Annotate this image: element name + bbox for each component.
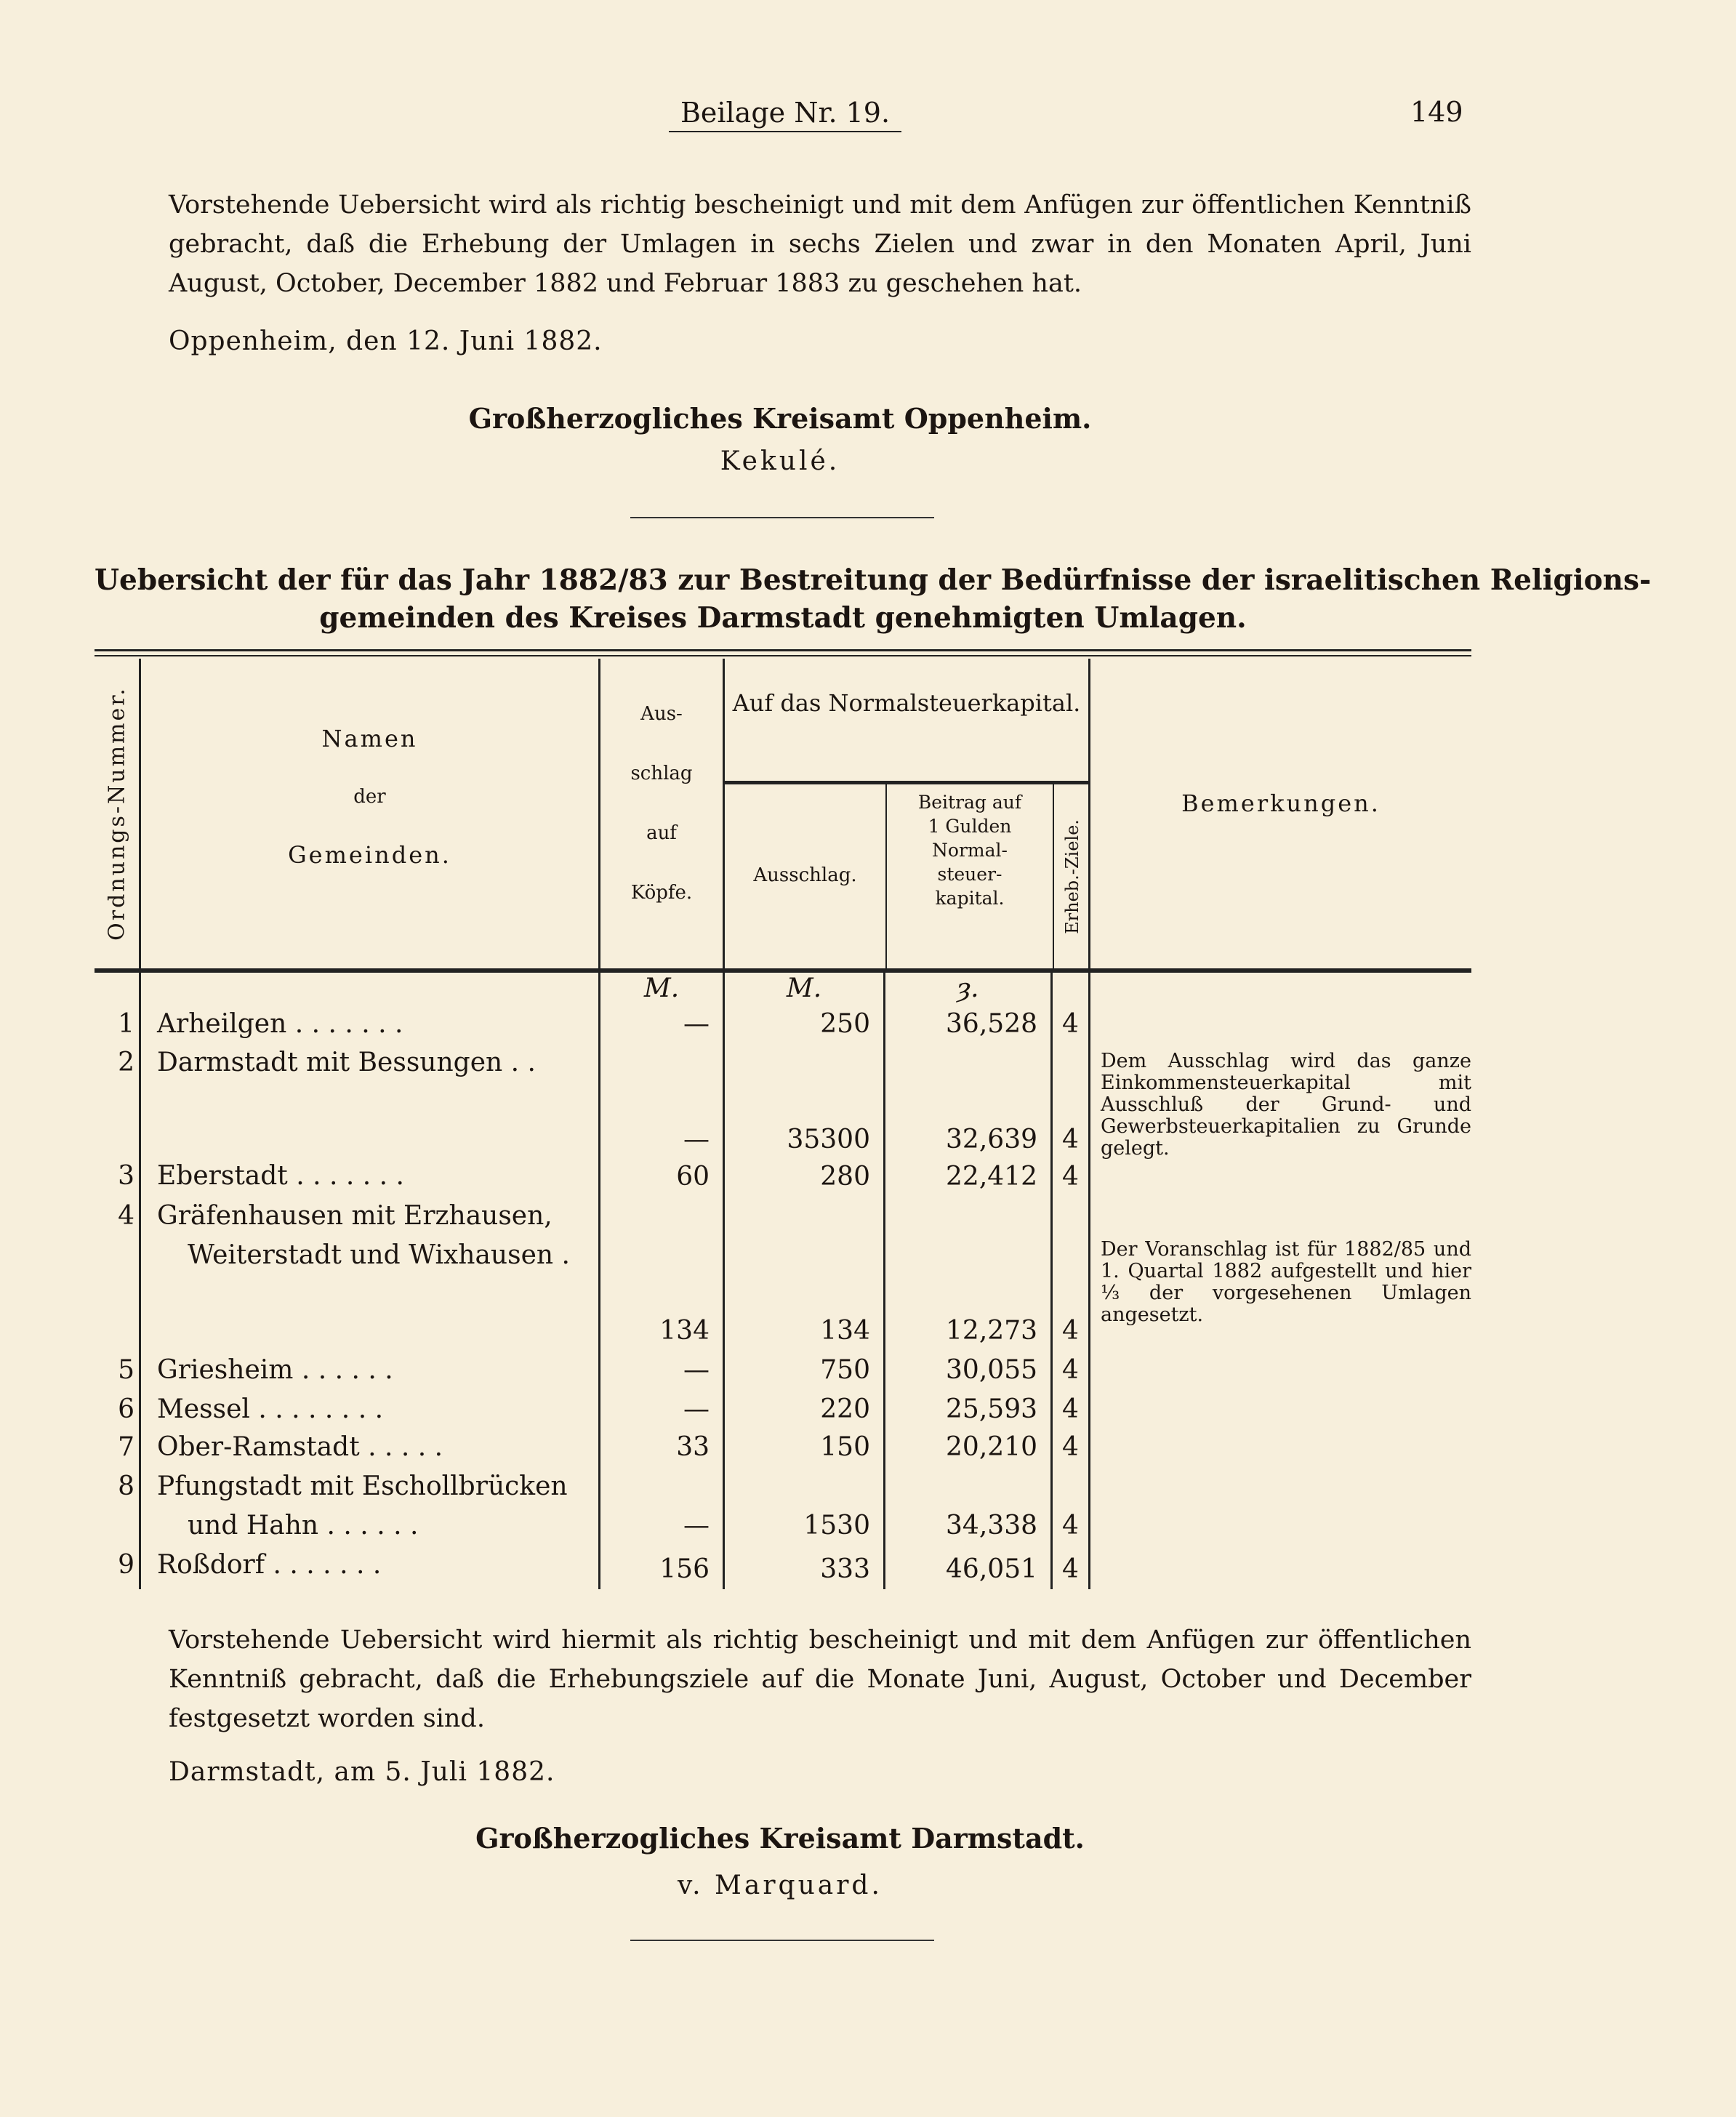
header-ziele [1053, 784, 1090, 968]
notice-darmstadt-text: Vorstehende Uebersicht wird hiermit als richtig bescheinigt und mit dem Anfügen zur öffentlichen Kenntniß gebracht, daß die Erhebungsziele auf die Monate Juni, August, October und December festgesetzt worden sind. [169, 1626, 1471, 1733]
row-ziele-value: 4 [1062, 1009, 1079, 1039]
row-beitrag [883, 1390, 1050, 1429]
table-row [95, 1043, 1471, 1160]
row-remark [1088, 1467, 1471, 1546]
notice-darmstadt-authority: Großherzogliches Kreisamt Darmstadt. [475, 1822, 1085, 1855]
row-ausschlag [723, 1546, 883, 1589]
row-ausschlag [723, 1157, 883, 1197]
row-koepfe [598, 1546, 723, 1589]
header-koepfe-line: Köpfe. [630, 882, 693, 904]
row-beitrag-value: 46,051 [946, 1554, 1037, 1584]
row-ziele [1050, 1157, 1088, 1197]
row-number: 7 [118, 1432, 134, 1462]
row-remark: Der Voranschlag ist für 1882/85 und 1. Quartal 1882 aufgestellt und hier ⅓ der vorgesehenen Umlagen angesetzt. [1088, 1197, 1471, 1351]
header-name-line: Gemeinden. [288, 841, 451, 869]
header-name-line: der [353, 786, 386, 808]
divider [630, 1940, 934, 1941]
row-ausschlag [723, 1428, 883, 1467]
row-number: 4 [118, 1201, 134, 1231]
row-koepfe [598, 1428, 723, 1467]
row-koepfe [598, 1157, 723, 1197]
row-ziele [1050, 1005, 1088, 1044]
row-name-line: und Hahn . . . . . . [188, 1511, 419, 1540]
table-row [95, 1351, 1471, 1390]
row-ausschlag-value: 220 [820, 1394, 870, 1424]
row-remark [1088, 1428, 1471, 1467]
notice-darmstadt-date: Darmstadt, am 5. Juli 1882. [169, 1757, 555, 1787]
table-row [95, 1467, 1471, 1546]
row-ausschlag-value: 750 [820, 1355, 870, 1385]
table-body [95, 1005, 1471, 1589]
notice-oppenheim-signature: Kekulé. [720, 446, 840, 476]
row-ausschlag [723, 1390, 883, 1429]
row-beitrag-value: 20,210 [946, 1432, 1037, 1462]
row-ziele-value: 4 [1062, 1125, 1079, 1154]
row-koepfe-value: — [683, 1009, 710, 1039]
header-beitrag-line: Normal- [932, 840, 1008, 861]
row-koepfe [598, 1390, 723, 1429]
table-row [95, 1428, 1471, 1467]
row-ausschlag-value: 280 [820, 1162, 870, 1192]
row-beitrag [883, 1043, 1050, 1160]
row-name-line: Messel . . . . . . . . [157, 1394, 384, 1424]
row-beitrag-value: 30,055 [946, 1355, 1037, 1385]
row-koepfe [598, 1197, 723, 1351]
row-ziele [1050, 1428, 1088, 1467]
row-beitrag-value: 36,528 [946, 1009, 1037, 1039]
row-number: 9 [118, 1550, 134, 1580]
notice-darmstadt-signature: v. Marquard. [678, 1871, 883, 1900]
row-ziele [1050, 1467, 1088, 1546]
row-ziele-value: 4 [1062, 1554, 1079, 1584]
unit-empty [1050, 973, 1088, 1005]
header-koepfe-line: schlag [630, 763, 693, 784]
row-ausschlag-value: 35300 [787, 1125, 870, 1154]
header-normal-group [723, 659, 1088, 968]
row-koepfe [598, 1351, 723, 1390]
header-remarks [1088, 659, 1471, 968]
row-beitrag [883, 1197, 1050, 1351]
row-beitrag [883, 1467, 1050, 1546]
header-ausschlag [725, 784, 885, 968]
row-koepfe-value: 156 [659, 1554, 710, 1584]
row-remark: Dem Ausschlag wird das ganze Einkommensteuerkapital mit Ausschluß der Grund- und Gewerbsteuerkapitalien zu Grunde gelegt. [1088, 1043, 1471, 1160]
row-koepfe-value: — [683, 1394, 710, 1424]
table-header [95, 659, 1471, 973]
row-number: 5 [118, 1355, 134, 1385]
row-koepfe [598, 1043, 723, 1160]
row-koepfe-value: — [683, 1511, 710, 1540]
header-beitrag-line: Beitrag auf [917, 792, 1022, 813]
header-number-label: Ordnungs-Nummer. [104, 686, 129, 941]
header-beitrag-line: kapital. [935, 888, 1005, 909]
row-ziele-value: 4 [1062, 1355, 1079, 1385]
notice-oppenheim-authority: Großherzogliches Kreisamt Oppenheim. [468, 402, 1092, 435]
row-name [139, 1197, 598, 1351]
header-subcolumns [725, 781, 1088, 968]
row-beitrag-value: 12,273 [946, 1316, 1037, 1346]
supplement-title: Beilage Nr. 19. [669, 95, 901, 132]
header-number [95, 659, 139, 968]
row-name-line: Gräfenhausen mit Erzhausen, [157, 1201, 552, 1231]
row-name [139, 1157, 598, 1197]
row-number: 8 [118, 1471, 134, 1501]
row-name-line: Roßdorf . . . . . . . [157, 1550, 382, 1580]
row-remark [1088, 1390, 1471, 1429]
header-koepfe-line: Aus- [640, 703, 683, 725]
row-beitrag [883, 1351, 1050, 1390]
header-remarks-label: Bemerkungen. [1181, 790, 1381, 817]
row-ziele [1050, 1197, 1088, 1351]
row-beitrag-value: 25,593 [946, 1394, 1037, 1424]
row-koepfe [598, 1005, 723, 1044]
table-row [95, 1390, 1471, 1428]
unit-beitrag: ȝ. [883, 973, 1050, 1005]
notice-oppenheim-date: Oppenheim, den 12. Juni 1882. [169, 326, 603, 356]
levy-table [95, 649, 1471, 1589]
row-name-line: Weiterstadt und Wixhausen . [188, 1240, 570, 1270]
row-remark [1088, 1157, 1471, 1197]
row-ziele-value: 4 [1062, 1394, 1079, 1424]
row-beitrag-value: 22,412 [946, 1162, 1037, 1192]
row-koepfe-value: 134 [659, 1316, 710, 1346]
row-ziele-value: 4 [1062, 1432, 1079, 1462]
notice-oppenheim-text: Vorstehende Uebersicht wird als richtig bescheinigt und mit dem Anfügen zur öffentlichen Kenntniß gebracht, daß die Erhebung der Umlagen in sechs Zielen und zwar in den Monaten April, Juni August, October, December 1882 und Februar 1883 zu geschehen hat. [169, 190, 1471, 298]
units-row [95, 973, 1471, 1005]
row-name [139, 1043, 598, 1160]
row-ausschlag [723, 1043, 883, 1160]
row-name-line: Griesheim . . . . . . [157, 1355, 393, 1385]
row-ausschlag-value: 333 [820, 1554, 870, 1584]
row-ausschlag [723, 1467, 883, 1546]
row-koepfe [598, 1467, 723, 1546]
row-name [139, 1546, 598, 1589]
row-beitrag [883, 1005, 1050, 1044]
header-ziele-label: Erheb.-Ziele. [1062, 819, 1082, 934]
unit-empty [1088, 973, 1471, 1005]
row-ausschlag [723, 1005, 883, 1044]
row-name [139, 1428, 598, 1467]
row-koepfe-value: — [683, 1355, 710, 1385]
row-number: 2 [118, 1048, 134, 1077]
row-ziele [1050, 1546, 1088, 1589]
row-name-line: Darmstadt mit Bessungen . . [157, 1048, 536, 1077]
header-koepfe-line: auf [646, 822, 677, 844]
row-name-line: Ober-Ramstadt . . . . . [157, 1432, 443, 1462]
unit-empty [139, 973, 598, 1005]
row-remark [1088, 1546, 1471, 1589]
row-beitrag [883, 1157, 1050, 1197]
row-ziele [1050, 1351, 1088, 1390]
row-ausschlag-value: 150 [820, 1432, 870, 1462]
row-ziele-value: 4 [1062, 1162, 1079, 1192]
row-ziele [1050, 1043, 1088, 1160]
unit-ausschlag: M. [723, 973, 883, 1005]
row-ausschlag [723, 1351, 883, 1390]
table-row [95, 1005, 1471, 1043]
row-ziele-value: 4 [1062, 1316, 1079, 1346]
row-ausschlag-value: 250 [820, 1009, 870, 1039]
row-name-line: Eberstadt . . . . . . . [157, 1161, 404, 1191]
table-title-line2: gemeinden des Kreises Darmstadt genehmigten Umlagen. [319, 601, 1247, 635]
header-beitrag-line: 1 Gulden [928, 816, 1012, 837]
table-row [95, 1197, 1471, 1351]
page-number: 149 [1410, 96, 1463, 128]
row-koepfe-value: 33 [676, 1432, 710, 1462]
unit-koepfe: M. [598, 973, 723, 1005]
header-name [139, 659, 598, 968]
header-normal-group-label: Auf das Normalsteuerkapital. [732, 689, 1081, 717]
header-beitrag-line: steuer- [937, 864, 1002, 885]
row-beitrag-value: 34,338 [946, 1511, 1037, 1540]
row-ziele-value: 4 [1062, 1511, 1079, 1540]
header-beitrag [885, 784, 1053, 968]
header-koepfe [598, 659, 723, 968]
row-ausschlag-value: 134 [820, 1316, 870, 1346]
row-koepfe-value: 60 [676, 1162, 710, 1192]
header-name-line: Namen [321, 725, 418, 752]
row-ziele [1050, 1390, 1088, 1429]
unit-empty [95, 973, 139, 1005]
row-ausschlag-value: 1530 [803, 1511, 870, 1540]
row-name-line: Arheilgen . . . . . . . [157, 1009, 403, 1039]
row-beitrag [883, 1428, 1050, 1467]
row-remark [1088, 1005, 1471, 1044]
divider [630, 517, 934, 518]
row-number: 3 [118, 1161, 134, 1191]
table-row [95, 1157, 1471, 1197]
row-number: 6 [118, 1394, 134, 1424]
row-name [139, 1005, 598, 1044]
table-row [95, 1546, 1471, 1589]
table-title-line1: Uebersicht der für das Jahr 1882/83 zur Bestreitung der Bedürfnisse der israelitischen Religions- [95, 563, 1652, 597]
row-remark [1088, 1351, 1471, 1390]
row-koepfe-value: — [683, 1125, 710, 1154]
row-ausschlag [723, 1197, 883, 1351]
row-beitrag [883, 1546, 1050, 1589]
row-name [139, 1467, 598, 1546]
header-ausschlag-label: Ausschlag. [753, 864, 857, 886]
row-beitrag-value: 32,639 [946, 1125, 1037, 1154]
row-name-line: Pfungstadt mit Eschollbrücken [157, 1471, 568, 1501]
row-name [139, 1390, 598, 1429]
row-name [139, 1351, 598, 1390]
row-number: 1 [118, 1009, 134, 1039]
